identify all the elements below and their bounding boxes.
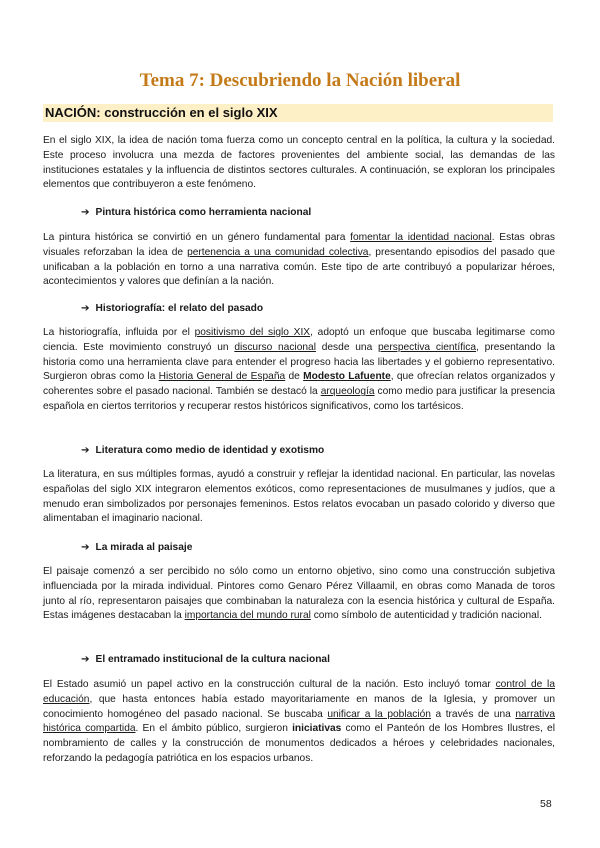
page-number: 58	[540, 798, 552, 810]
subsection-heading-pintura: ➔ Pintura histórica como herramienta nacional	[81, 207, 312, 218]
underlined-term: control de la educación	[43, 679, 555, 705]
arrow-icon: ➔	[81, 445, 90, 456]
underlined-term: Historia General de España	[158, 371, 286, 383]
arrow-icon: ➔	[81, 303, 90, 314]
paragraph-institucional: El Estado asumió un papel activo en la construcción cultural de la nación. Esto incluyó tomar control de la educación, que hasta entonces había estado mayoritariamente en manos de la Iglesia, y promover un conocimiento homogéneo del pasado nacional. Se buscaba unificar a la población a través de una narrativa histórica compartida. En el ámbito público, surgieron iniciativas como el Panteón de los Hombres Ilustres, el nombramiento de calles y la construcción de monumentos dedicados a héroes y celebridades nacionales, reforzando la pedagogía patriótica en los espacios urbanos.	[43, 679, 555, 764]
paragraph-pintura: La pintura histórica se convirtió en un género fundamental para fomentar la identidad nacional. Estas obras visuales reforzaban la idea de pertenencia a una comunidad colectiva, presentando episodios del pasado que unificaban a la población en torno a una narrativa común. Este tipo de arte contribuyó a popularizar héroes, acontecimientos y valores que definían a la nación.	[43, 232, 556, 288]
section-heading: NACIÓN: construcción en el siglo XIX	[45, 105, 278, 120]
underlined-term: perspectiva científica	[378, 341, 477, 353]
paragraph-historiografia: La historiografía, influida por el positivismo del siglo XIX, adoptó un enfoque que buscaba legitimarse como ciencia. Este movimiento construyó un discurso nacional desde una perspectiva científica, presentando la historia como una herramienta clave para entender el progreso hacia las libertades y el gobierno representativo. Surgieron obras como la Historia General de España de Modesto Lafuente, que ofrecían relatos organizados y coherentes sobre el pasado nacional. También se destacó la arqueología como medio para justificar la presencia española en ciertos territorios y recuperar restos históricos significativos, como los tartésicos.	[43, 327, 556, 412]
underlined-term: narrativa histórica compartida	[43, 708, 555, 735]
underlined-term: discurso nacional	[234, 341, 316, 353]
paragraph-paisaje: El paisaje comenzó a ser percibido no sólo como un entorno objetivo, sino como una construcción subjetiva influenciada por la mirada individual. Pintores como Genaro Pérez Villaamil, en obras como Manada de toros junto al río, representaron paisajes que combinaban la naturaleza con la esencia histórica y cultural de España. Estas imágenes destacaban la importancia del mundo rural como símbolo de autenticidad y tradición nacional.	[43, 566, 555, 622]
underlined-term: importancia del mundo rural	[184, 610, 311, 622]
arrow-icon: ➔	[81, 654, 90, 665]
arrow-icon: ➔	[81, 207, 90, 218]
underlined-term: fomentar la identidad nacional	[350, 232, 492, 243]
subsection-heading-literatura: ➔ Literatura como medio de identidad y exotismo	[81, 445, 325, 456]
underlined-term: unificar a la población	[327, 708, 431, 720]
page-title: Tema 7: Descubriendo la Nación liberal	[139, 70, 461, 91]
subsection-heading-historiografia: ➔ Historiografía: el relato del pasado	[81, 303, 264, 314]
section-heading-bar	[43, 104, 553, 122]
paragraph-literatura: La literatura, en sus múltiples formas, ayudó a construir y reflejar la identidad nacional. En particular, las novelas españolas del siglo XIX integraron elementos exóticos, como representaciones de musulmanes y judíos, que a menudo eran simbolizados por personajes femeninos. Estos relatos evocaban un pasado colorido y diverso que alimentaban el imaginario nacional.	[43, 469, 555, 525]
arrow-icon: ➔	[81, 542, 90, 553]
subsection-heading-paisaje: ➔ La mirada al paisaje	[81, 542, 193, 553]
bold-term: iniciativas	[292, 723, 342, 735]
subsection-heading-institucional: ➔ El entramado institucional de la cultura nacional	[81, 654, 330, 665]
intro-paragraph: En el siglo XIX, la idea de nación toma fuerza como un concepto central en la política, la cultura y la sociedad. Este proceso involucra una mezda de factores provenientes del ambiente social, las demandas de las instituciones estatales y la influencia de distintos sectores culturales. A continuación, se exploran los principales elementos que contribuyeron a este fenómeno.	[43, 135, 555, 191]
underlined-term: Modesto Lafuente	[303, 371, 391, 383]
underlined-term: positivismo del siglo XIX	[194, 327, 311, 338]
underlined-term: arqueología	[320, 386, 375, 398]
underlined-term: pertenencia a una comunidad colectiva	[187, 246, 369, 258]
